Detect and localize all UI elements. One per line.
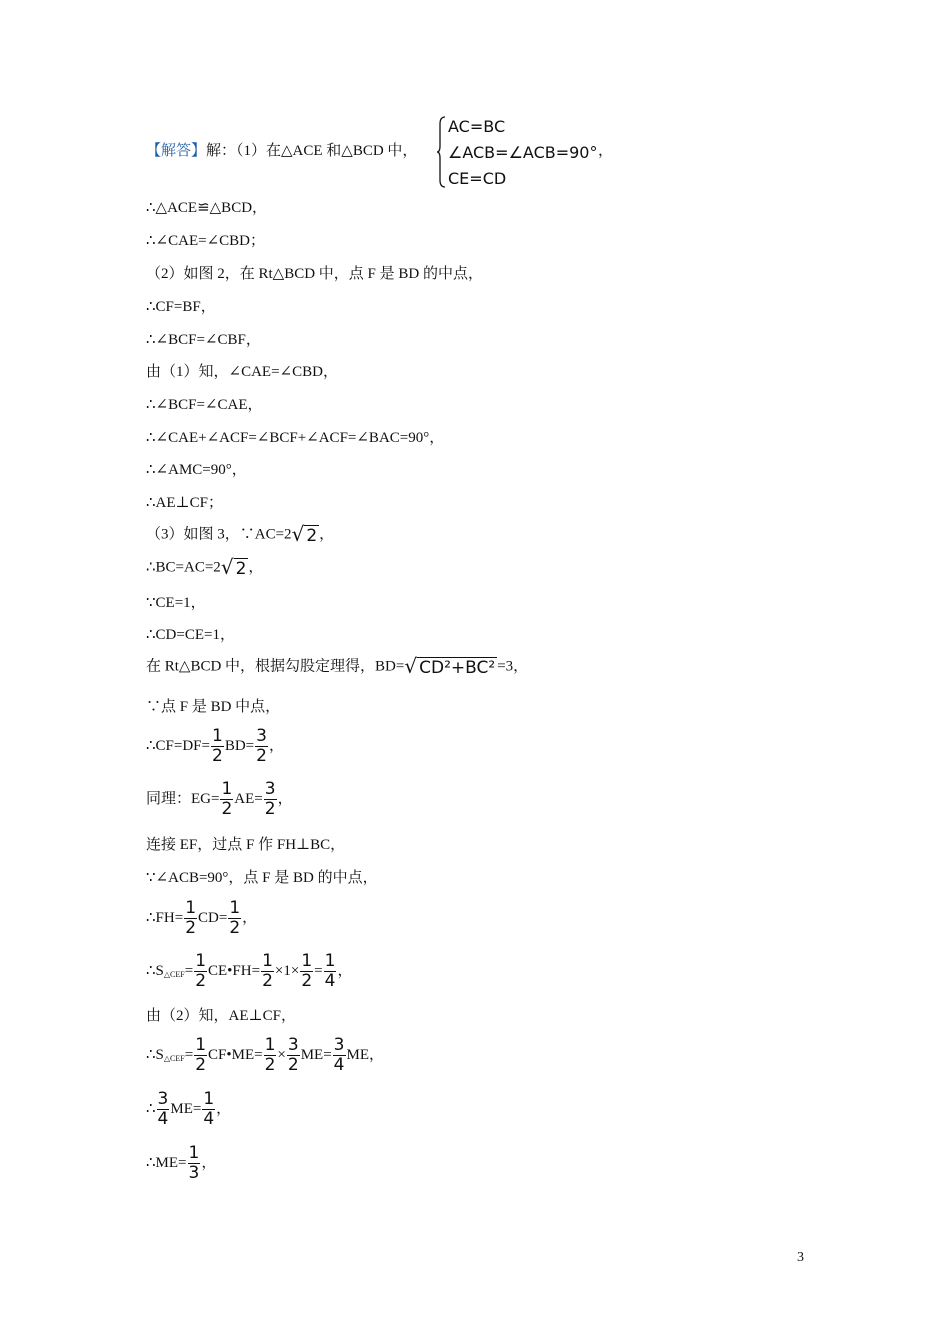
fraction: $\frac{1}{2}$ <box>264 1035 276 1075</box>
line-19: 连接 EF，过点 F 作 FH⊥BC， <box>146 837 346 853</box>
line-13: ∵CE=1， <box>146 595 206 611</box>
line-24 <box>146 1036 384 1075</box>
line-22-end: ， <box>337 962 353 979</box>
sqrt-radicand: CD²+BC² <box>419 658 496 678</box>
line-12-text: ∴BC=AC=2 <box>146 559 221 576</box>
equals: = <box>314 962 323 979</box>
equation-2: ∠ACB=∠ACB=90° <box>448 143 598 162</box>
fraction: $\frac{3}{4}$ <box>333 1035 345 1075</box>
sqrt-radicand: 2 <box>235 559 247 579</box>
line-22 <box>146 952 352 991</box>
line-21-text: ∴FH= <box>146 909 184 926</box>
line-16: ∵点 F 是 BD 中点， <box>146 699 281 715</box>
area-subscript: △CEF <box>163 969 185 979</box>
line-11-text: （3）如图 3，∵AC=2 <box>146 526 292 543</box>
line-17-end: ， <box>268 737 284 754</box>
fraction: $\frac{1}{2}$ <box>301 951 313 991</box>
sqrt-expression: √ CD²+BC² <box>404 654 496 678</box>
header-tail: ， <box>598 143 614 159</box>
line-11-end: ， <box>319 526 335 543</box>
line-18-text: 同理：EG= <box>146 790 220 807</box>
line-24-me: ME= <box>300 1046 332 1063</box>
line-14: ∴CD=CE=1， <box>146 627 235 643</box>
line-25-end: ， <box>216 1100 232 1117</box>
line-11 <box>146 524 334 546</box>
line-26-text: ∴ME= <box>146 1154 187 1171</box>
equals: = <box>184 1046 194 1063</box>
line-21-mid: CD= <box>198 909 228 926</box>
line-4: ∴CF=BF， <box>146 299 216 315</box>
area-subscript: △CEF <box>163 1053 185 1063</box>
line-8: ∴∠CAE+∠ACF=∠BCF+∠ACF=∠BAC=90°， <box>146 430 445 446</box>
line-21-end: ， <box>242 909 258 926</box>
line-18 <box>146 780 293 819</box>
fraction: $\frac{1}{2}$ <box>185 898 197 938</box>
line-22-times: ×1× <box>274 962 300 979</box>
line-17 <box>146 727 284 766</box>
therefore: ∴ <box>146 1100 156 1117</box>
line-10: ∴AE⊥CF； <box>146 495 223 511</box>
line-12 <box>146 557 263 579</box>
line-7: ∴∠BCF=∠CAE， <box>146 397 263 413</box>
fraction: $\frac{1}{4}$ <box>324 951 336 991</box>
fraction: $\frac{3}{2}$ <box>287 1035 299 1075</box>
sqrt-radicand: 2 <box>306 526 318 546</box>
line-2: ∴∠CAE=∠CBD； <box>146 233 265 249</box>
fraction: $\frac{1}{2}$ <box>195 951 207 991</box>
line-17-text: ∴CF=DF= <box>146 737 210 754</box>
line-9: ∴∠AMC=90°， <box>146 462 247 478</box>
line-25 <box>146 1090 231 1129</box>
line-22-mid: CE•FH= <box>208 962 261 979</box>
sqrt-expression: √ 2 <box>291 522 318 546</box>
line-6: 由（1）知，∠CAE=∠CBD， <box>146 364 338 380</box>
line-24-times: × <box>277 1046 286 1063</box>
equation-3: CE=CD <box>448 169 507 188</box>
line-18-end: ， <box>277 790 293 807</box>
fraction: $\frac{3}{2}$ <box>264 779 276 819</box>
equals: = <box>184 962 194 979</box>
equation-1: AC=BC <box>448 117 506 136</box>
fraction: $\frac{1}{2}$ <box>221 779 233 819</box>
fraction: $\frac{3}{4}$ <box>157 1089 169 1129</box>
line-18-mid: AE= <box>234 790 263 807</box>
line-5: ∴∠BCF=∠CBF， <box>146 332 261 348</box>
line-21 <box>146 899 257 938</box>
fraction: $\frac{3}{2}$ <box>256 726 267 766</box>
answer-label: 【解答】 <box>146 143 207 159</box>
line-15-text: 在 Rt△BCD 中，根据勾股定理得，BD= <box>146 658 405 675</box>
line-3: （2）如图 2，在 Rt△BCD 中，点 F 是 BD 的中点， <box>146 266 483 282</box>
sqrt-expression: √ 2 <box>220 555 247 579</box>
line-15 <box>146 656 528 678</box>
page-number: 3 <box>797 1250 804 1265</box>
fraction: $\frac{1}{3}$ <box>188 1143 200 1183</box>
line-25-mid: ME= <box>170 1100 202 1117</box>
line-24-end: ME， <box>346 1046 385 1063</box>
area-symbol: ∴S <box>146 962 164 979</box>
fraction: $\frac{1}{2}$ <box>229 898 241 938</box>
line-26 <box>146 1144 216 1183</box>
line-24-mid: CF•ME= <box>208 1046 263 1063</box>
area-symbol: ∴S <box>146 1046 164 1063</box>
fraction: $\frac{1}{4}$ <box>203 1089 215 1129</box>
line-20: ∵∠ACB=90°，点 F 是 BD 的中点， <box>146 870 378 886</box>
fraction: $\frac{1}{2}$ <box>195 1035 207 1075</box>
header-line <box>146 141 417 161</box>
equation-system <box>448 114 597 192</box>
line-23: 由（2）知，AE⊥CF， <box>146 1008 296 1024</box>
fraction: $\frac{1}{2}$ <box>211 726 223 766</box>
header-intro: 解：（1）在△ACE 和△BCD 中， <box>206 143 418 159</box>
brace-icon <box>436 116 446 188</box>
fraction: $\frac{1}{2}$ <box>262 951 273 991</box>
line-12-end: ， <box>248 559 264 576</box>
line-1: ∴△ACE≌△BCD， <box>146 200 268 216</box>
line-26-end: ， <box>201 1154 217 1171</box>
line-15-end: =3， <box>497 658 529 675</box>
line-17-mid: BD= <box>224 737 255 754</box>
